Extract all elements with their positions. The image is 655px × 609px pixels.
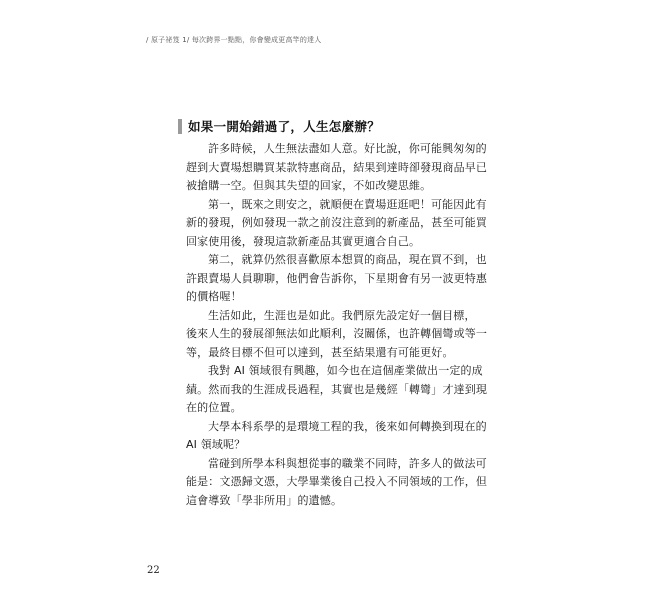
paragraph-line: 被搶購一空。但與其失望的回家，不如改變思維。	[186, 179, 432, 192]
paragraph-line: 回家使用後，發現這款新產品其實更適合自己。	[186, 234, 421, 248]
section-heading	[178, 117, 380, 135]
heading-bar-decoration	[178, 119, 182, 134]
running-header: / 原子祕笈 1/ 每次跨界一點點，你會變成更高竿的達人	[146, 36, 322, 44]
paragraph-line: 許跟賣場人員聊聊，他們會告訴你，下星期會有另一波更特惠	[186, 271, 488, 285]
paragraph-line: 當碰到所學本科與想從事的職業不同時，許多人的做法可	[208, 456, 487, 470]
paragraph-line: 這會導致「學非所用」的遺憾。	[186, 493, 343, 507]
paragraph-line: 第一，既來之則安之，就順便在賣場逛逛吧！可能因此有	[208, 197, 487, 211]
page-number: 22	[147, 565, 160, 576]
paragraph-6	[186, 418, 487, 455]
paragraph-line: 的價格喔！	[186, 290, 242, 303]
paragraph-4	[186, 307, 488, 363]
paragraph-line: 許多時候，人生無法盡如人意。好比說，你可能興匆匆的	[208, 142, 487, 155]
paragraph-line: 第二，就算仍然很喜歡原本想買的商品，現在買不到，也	[208, 253, 487, 266]
section-heading-text: 如果一開始錯過了，人生怎麼辦？	[188, 119, 381, 134]
paragraph-line: 大學本科系學的是環境工程的我，後來如何轉換到現在的	[208, 419, 487, 433]
paragraph-2	[186, 196, 488, 252]
paragraph-line: 能是：文憑歸文憑，大學畢業後自己投入不同領域的工作，但	[186, 475, 488, 488]
paragraph-5	[186, 362, 488, 418]
paragraph-line: 後來人生的發展卻無法如此順利，沒關係，也許轉個彎或等一	[186, 327, 488, 340]
paragraph-1	[186, 140, 488, 196]
body-text	[186, 140, 488, 510]
paragraph-line: 績。然而我的生涯成長過程，其實也是幾經「轉彎」才達到現	[186, 382, 488, 396]
paragraph-line: 我對 AI 領域很有興趣，如今也在這個產業做出一定的成	[208, 364, 483, 377]
paragraph-line: 趕到大賣場想購買某款特惠商品，結果到達時卻發現商品早已	[186, 160, 488, 174]
paragraph-line: AI 領域呢？	[186, 438, 246, 451]
paragraph-line: 新的發現，例如發現一款之前沒注意到的新產品，甚至可能買	[186, 216, 488, 229]
paragraph-3	[186, 251, 488, 307]
paragraph-line: 等，最終目標不但可以達到，甚至結果還有可能更好。	[186, 345, 454, 359]
paragraph-7	[186, 455, 488, 511]
paragraph-line: 生活如此，生涯也是如此。我們原先設定好一個目標，	[208, 308, 476, 322]
paragraph-line: 在的位置。	[186, 401, 242, 414]
